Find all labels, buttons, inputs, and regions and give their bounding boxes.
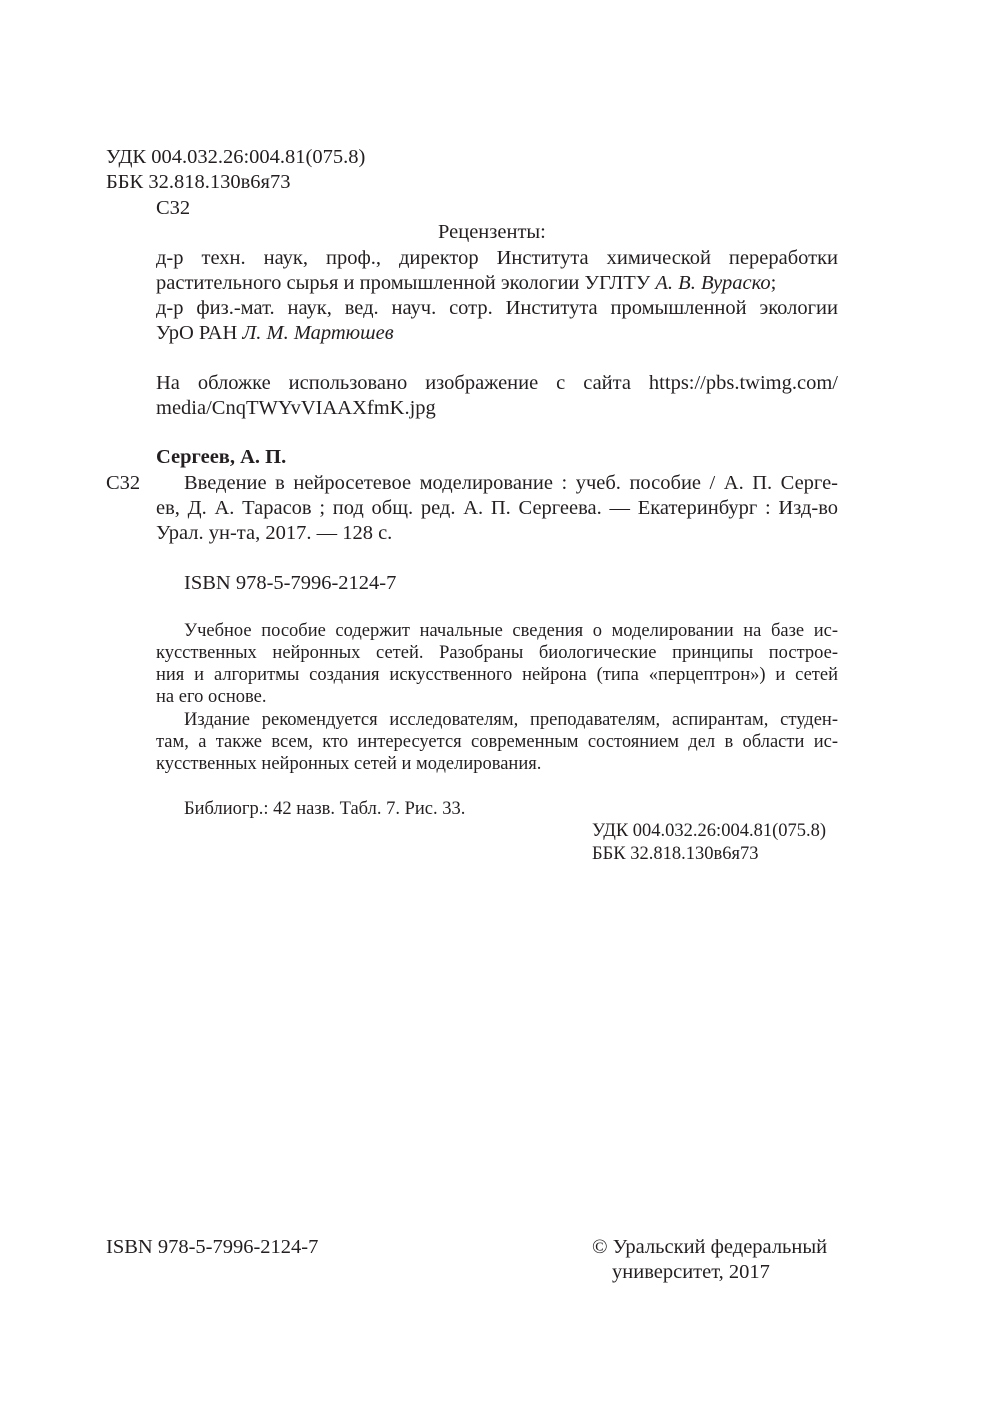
reviewer-2-name: Л. М. Мартюшев	[242, 322, 394, 344]
bibliographic-line-1: Введение в нейросетевое моделирование : учеб. пособие / А. П. Серге-	[184, 472, 838, 494]
bibliographic-mark: С32	[106, 472, 141, 494]
reviewer-2-line-1: д-р физ.-мат. наук, вед. науч. сотр. Института промышленной экологии	[156, 297, 838, 319]
reviewer-1-end: ;	[770, 272, 777, 294]
reviewer-1-line-2	[156, 273, 776, 294]
bibliography-count: Библиогр.: 42 назв. Табл. 7. Рис. 33.	[184, 799, 466, 819]
author-heading: Сергеев, А. П.	[156, 446, 287, 468]
bbk-code: ББК 32.818.130в6я73	[106, 171, 291, 193]
reviewer-2-affiliation: УрО РАН	[156, 322, 243, 344]
reviewer-1-line-1: д-р техн. наук, проф., директор Института химической переработки	[156, 247, 838, 269]
copyright-line-1: © Уральский федеральный	[592, 1236, 828, 1258]
annotation-p1-line-1: Учебное пособие содержит начальные сведения о моделировании на базе ис-	[184, 621, 838, 641]
bbk-code-bottom: ББК 32.818.130в6я73	[592, 844, 759, 864]
udk-code-bottom: УДК 004.032.26:004.81(075.8)	[592, 821, 827, 841]
udk-code: УДК 004.032.26:004.81(075.8)	[106, 146, 366, 168]
bibliographic-isbn: ISBN 978-5-7996-2124-7	[184, 572, 397, 594]
reviewers-heading: Рецензенты:	[438, 221, 546, 243]
annotation-p2-line-1: Издание рекомендуется исследователям, преподавателям, аспирантам, студен-	[184, 710, 838, 730]
bibliographic-line-3: Урал. ун-та, 2017. — 128 с.	[156, 522, 393, 544]
annotation-p2-line-3: кусственных нейронных сетей и моделирования.	[156, 754, 542, 774]
annotation-p1-line-3: ния и алгоритмы создания искусственного нейрона (типа «перцептрон») и сетей	[156, 665, 838, 685]
reviewer-1-affiliation: растительного сырья и промышленной экологии УГЛТУ	[156, 272, 656, 294]
copyright-line-2: университет, 2017	[612, 1261, 770, 1283]
annotation-p1-line-2: кусственных нейронных сетей. Разобраны биологические принципы построе-	[156, 643, 838, 663]
author-mark: С32	[156, 197, 191, 219]
reviewer-2-line-2	[156, 323, 394, 344]
annotation-p2-line-2: там, а также всем, кто интересуется современным состоянием дел в области ис-	[156, 732, 838, 752]
bibliographic-line-2: ев, Д. А. Тарасов ; под общ. ред. А. П. Сергеева. — Екатеринбург : Изд-во	[156, 497, 838, 519]
annotation-p1-line-4: на его основе.	[156, 687, 267, 707]
footer-isbn: ISBN 978-5-7996-2124-7	[106, 1236, 319, 1258]
reviewer-1-name: А. В. Вураско	[655, 272, 771, 294]
cover-note-line-1: На обложке использовано изображение с сайта https://pbs.twimg.com/	[156, 372, 838, 394]
cover-note-line-2: media/CnqTWYvVIAAXfmK.jpg	[156, 397, 436, 419]
